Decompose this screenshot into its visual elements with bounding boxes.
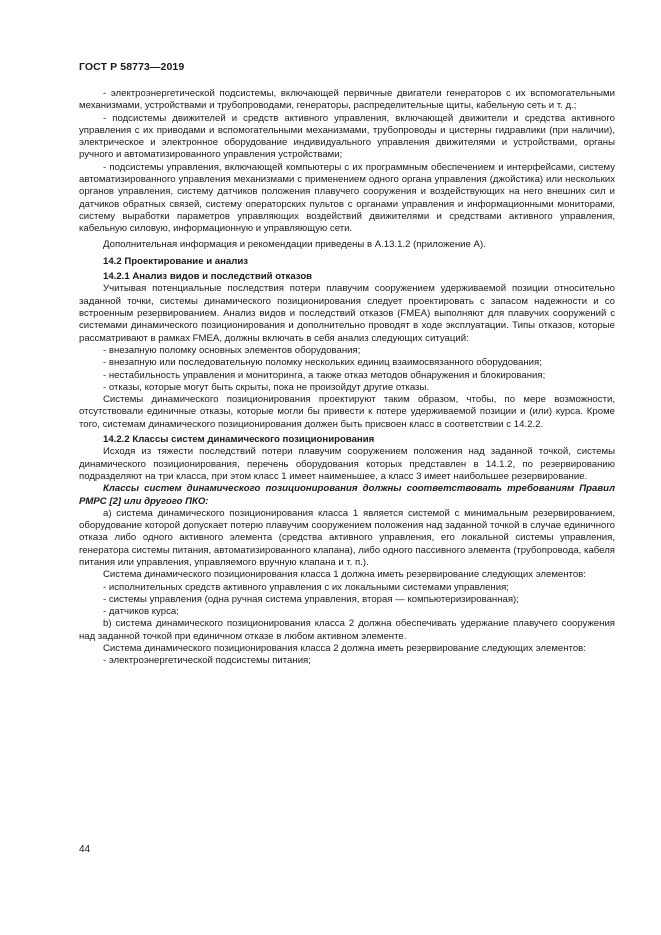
section-heading: 14.2 Проектирование и анализ — [103, 255, 248, 267]
list-item: - электроэнергетической подсистемы, включающей первичные двигатели генераторов с их вспомогательными механизмами, устройствами и трубопроводами, генераторы, распределительные щиты, кабельную сеть и т. д.; — [79, 88, 615, 112]
list-item: - нестабильность управления и мониторинга, а также отказ методов обнаружения и блокирования; — [103, 369, 546, 381]
paragraph: Система динамического позиционирования класса 2 должна иметь резервирование следующих элементов: — [103, 643, 586, 655]
list-item: - датчиков курса; — [103, 606, 179, 618]
paragraph: Система динамического позиционирования класса 1 должна иметь резервирование следующих элементов: — [103, 569, 586, 581]
list-item: - подсистемы управления, включающей компьютеры с их программным обеспечением и интерфейсами, систему автоматизированного управления механизмами с применением одного органа управления (джойстика) или нескольких органов управления, систему датчиков положения плавучего сооружения и воздействующих на него внешних сил и датчиков обратных связей, систему операторских пультов с органами управления и информационными мониторами, систему выработки параметров управляющих воздействий движителями и средствами активного управления, кабельную силовую, информационную и управляющую сети. — [79, 161, 615, 235]
paragraph: а) система динамического позиционирования класса 1 является системой с минимальным резервированием, оборудование которой допускает потерю плавучим сооружением положения над заданной точкой в случае единичного отказа либо одного активного элемента (средства активного управления, его локальной системы управления, генератора системы питания, автоматизированного клапана), либо одного пассивного элемента (трубопровода, кабеля питания или управления, управляемого вручную клапана и т. п.). — [79, 507, 615, 568]
list-item: - подсистемы движителей и средств активного управления, включающей движители и средства активного управления с их приводами и вспомогательными механизмами, трубопроводы и цистерны гидравлики (при наличии), электрическое и электронное оборудование индивидуального управления движителями и устройствами, органы ручного и автоматизированного управления устройствами; — [79, 112, 615, 161]
paragraph: b) система динамического позиционирования класса 2 должна обеспечивать удержание плавучего сооружения над заданной точкой при единичном отказе в любом активном элементе. — [79, 618, 615, 642]
list-item: - отказы, которые могут быть скрыты, пока не произойдут другие отказы. — [103, 381, 430, 393]
subsection-heading: 14.2.1 Анализ видов и последствий отказов — [103, 271, 313, 283]
document-body — [79, 88, 615, 668]
list-item: - электроэнергетической подсистемы питания; — [103, 655, 311, 667]
requirement-statement: Классы систем динамического позиционирования должны соответствовать требованиям Правил РМРС [2] или другого ПКО: — [79, 483, 615, 507]
subsection-heading: 14.2.2 Классы систем динамического позиционирования — [103, 434, 375, 446]
paragraph: Системы динамического позиционирования проектируют таким образом, чтобы, по мере возможности, отсутствовали единичные отказы, которые могли бы привести к потере удерживаемой позиции и (или) курса. Кроме того, системам динамического позиционирования должен быть присвоен класс в соответствии с 14.2.2. — [79, 394, 615, 430]
list-item: - исполнительных средств активного управления с их локальными системами управления; — [103, 581, 509, 593]
paragraph: Дополнительная информация и рекомендации приведены в А.13.1.2 (приложение А). — [103, 238, 486, 250]
list-item: - внезапную или последовательную поломку нескольких единиц взаимосвязанного оборудования; — [103, 357, 542, 369]
list-item: - внезапную поломку основных элементов оборудования; — [103, 344, 361, 356]
document-header: ГОСТ Р 58773—2019 — [79, 61, 185, 73]
paragraph: Учитывая потенциальные последствия потери плавучим сооружением удерживаемой позиции относительно заданной точки, системы динамического позиционирования следует проектировать с запасом надежности и со встроенным резервированием. Анализ видов и последствий отказов (FMEA) выполняют для плавучих сооружений с системами динамического позиционирования и дополнительно проводят в ходе эксплуатации. Типы отказов, которые рассматривают в рамках FMEA, должны включать в себя анализ следующих ситуаций: — [79, 283, 615, 344]
page-number: 44 — [79, 844, 91, 855]
list-item: - системы управления (одна ручная система управления, вторая — компьютеризированная); — [103, 593, 519, 605]
paragraph: Исходя из тяжести последствий потери плавучим сооружением положения над заданной точкой, системы динамического позиционирования, перечень оборудования которых представлен в 14.1.2, по резервированию подразделяют на три класса, при этом класс 1 имеет наименьшее, а класс 3 имеет наибольшее резервирование. — [79, 446, 615, 482]
